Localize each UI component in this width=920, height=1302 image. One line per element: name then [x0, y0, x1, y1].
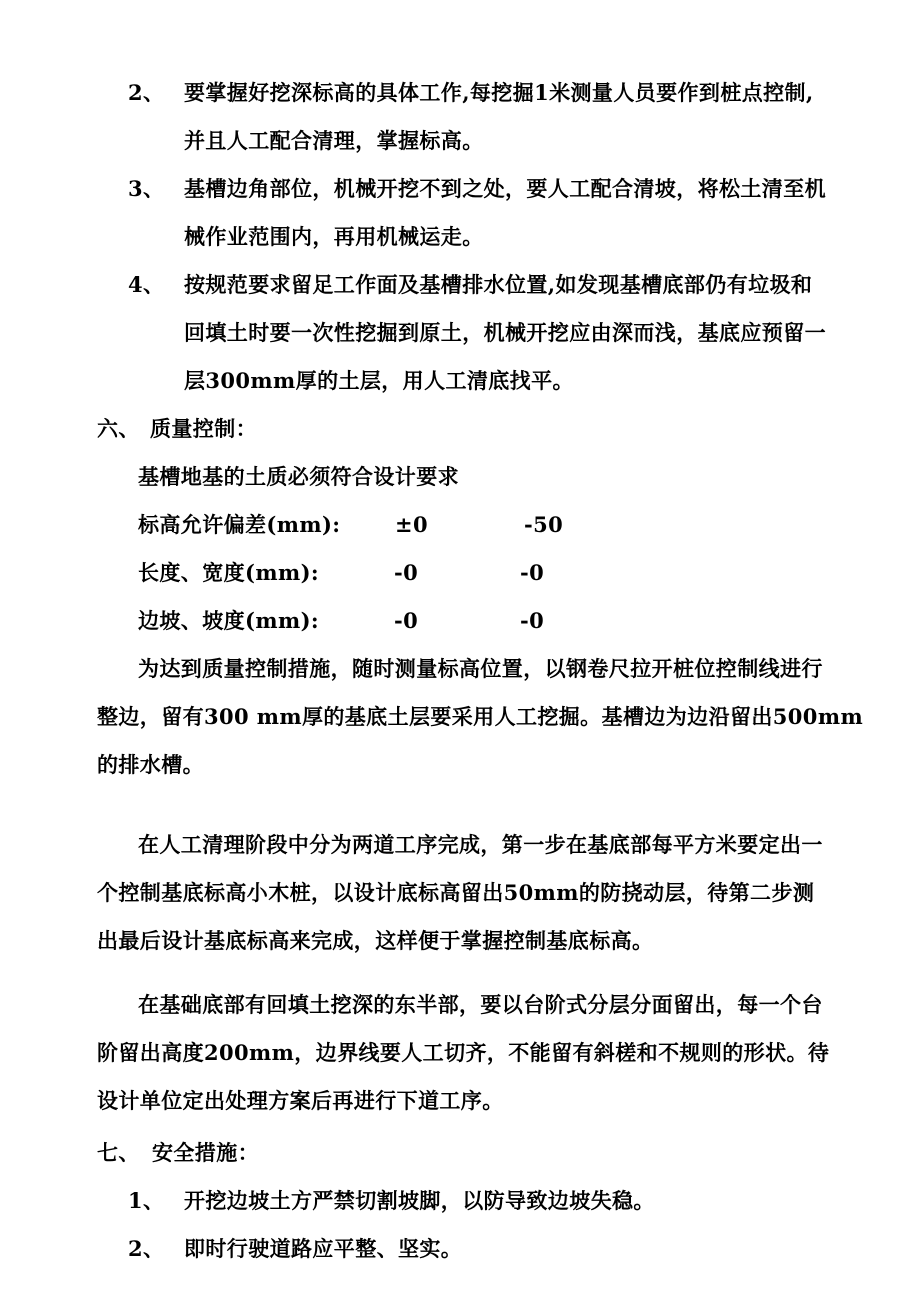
tolerance-value-2: -0: [520, 560, 545, 585]
paragraph-line: 的排水槽。: [97, 752, 204, 777]
quality-intro: 基槽地基的土质必须符合设计要求: [138, 464, 459, 489]
list-item-text: 要掌握好挖深标高的具体工作,每挖掘1米测量人员要作到桩点控制,: [184, 80, 814, 105]
list-item-number: 1、: [128, 1188, 165, 1213]
list-item-number: 2、: [128, 80, 165, 105]
list-item-text: 层300mm厚的土层，用人工清底找平。: [184, 368, 574, 393]
tolerance-value-2: -50: [524, 512, 564, 537]
section-number: 六、: [97, 416, 140, 441]
tolerance-value-1: -0: [394, 560, 419, 585]
paragraph-line: 为达到质量控制措施，随时测量标高位置，以钢卷尺拉开桩位控制线进行: [138, 656, 823, 681]
list-item-text: 械作业范围内，再用机械运走。: [184, 224, 484, 249]
tolerance-value-1: ±0: [395, 512, 429, 537]
list-item-text: 开挖边坡土方严禁切割坡脚，以防导致边坡失稳。: [184, 1188, 655, 1213]
section-title: 安全措施：: [152, 1140, 259, 1165]
list-item-number: 4、: [128, 272, 165, 297]
paragraph-line: 设计单位定出处理方案后再进行下道工序。: [97, 1088, 504, 1113]
paragraph-line: 整边，留有300 mm厚的基底土层要采用人工挖掘。基槽边为边沿留出500mm: [97, 704, 864, 729]
list-item-text: 基槽边角部位，机械开挖不到之处，要人工配合清坡，将松土清至机: [184, 176, 826, 201]
paragraph-line: 在人工清理阶段中分为两道工序完成，第一步在基底部每平方米要定出一: [138, 832, 823, 857]
tolerance-value-2: -0: [520, 608, 545, 633]
paragraph-line: 阶留出高度200mm，边界线要人工切齐，不能留有斜槎和不规则的形状。待: [97, 1040, 830, 1065]
tolerance-label: 边坡、坡度(mm):: [138, 608, 320, 633]
list-item-text: 回填土时要一次性挖掘到原土，机械开挖应由深而浅，基底应预留一: [184, 320, 826, 345]
tolerance-label: 标高允许偏差(mm):: [138, 512, 341, 537]
tolerance-label: 长度、宽度(mm):: [138, 560, 320, 585]
list-item-text: 并且人工配合清理，掌握标高。: [184, 128, 484, 153]
list-item-number: 3、: [128, 176, 165, 201]
paragraph-line: 个控制基底标高小木桩，以设计底标高留出50mm的防挠动层，待第二步测: [97, 880, 815, 905]
list-item-text: 按规范要求留足工作面及基槽排水位置,如发现基槽底部仍有垃圾和: [184, 272, 813, 297]
section-title: 质量控制：: [150, 416, 257, 441]
tolerance-value-1: -0: [394, 608, 419, 633]
list-item-number: 2、: [128, 1236, 165, 1261]
section-number: 七、: [97, 1140, 140, 1165]
paragraph-line: 在基础底部有回填土挖深的东半部，要以台阶式分层分面留出，每一个台: [138, 992, 823, 1017]
paragraph-line: 出最后设计基底标高来完成，这样便于掌握控制基底标高。: [97, 928, 654, 953]
list-item-text: 即时行驶道路应平整、坚实。: [184, 1236, 463, 1261]
